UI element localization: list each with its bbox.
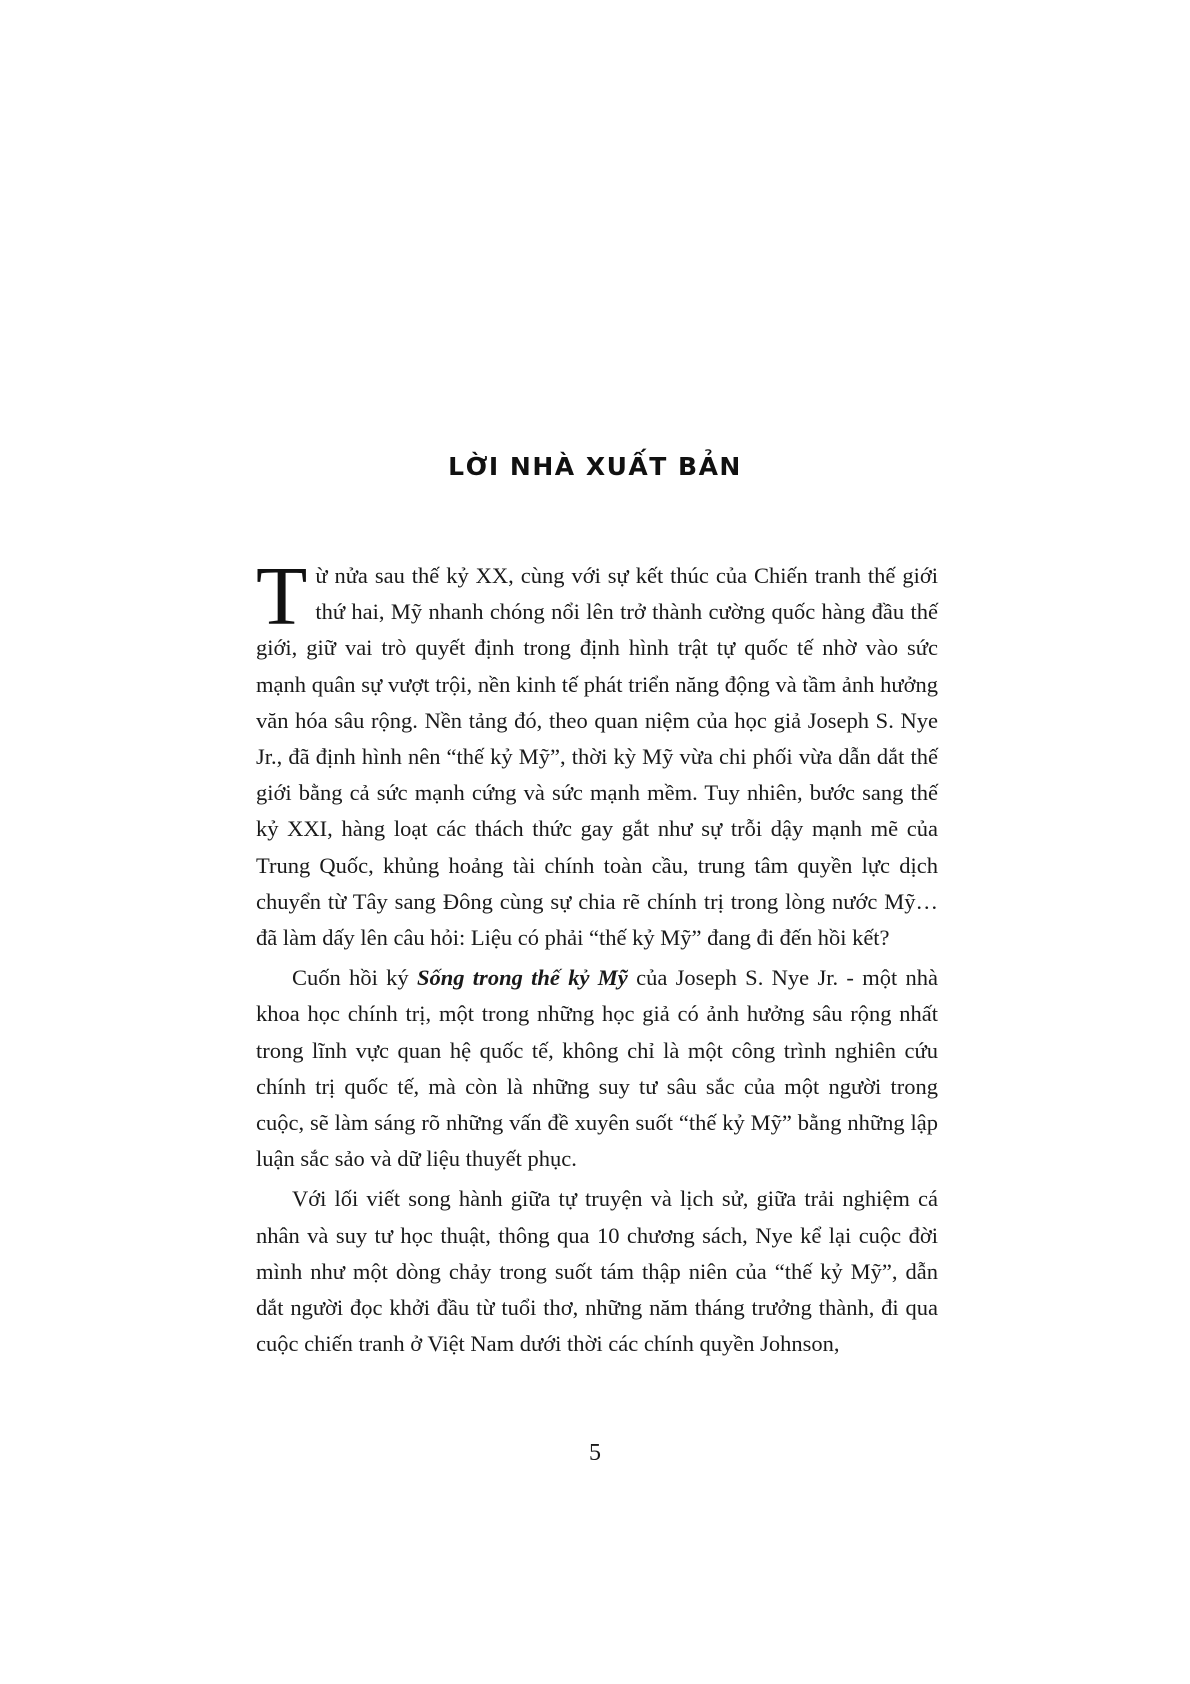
body-text <box>256 550 939 1366</box>
page-number: 5 <box>589 1440 601 1466</box>
paragraph-1 <box>256 550 938 956</box>
paragraph-1-text: ừ nửa sau thế kỷ XX, cùng với sự kết thúc của Chiến tranh thế giới thứ hai, Mỹ nhanh chóng nổi lên trở thành cường quốc hàng đầu thế giới, giữ vai trò quyết định trong định hình trật tự quốc tế nhờ vào sức mạnh quân sự vượt trội, nền kinh tế phát triển năng động và tầm ảnh hưởng văn hóa sâu rộng. Nền tảng đó, theo quan niệm của học giả Joseph S. Nye Jr., đã định hình nên “thế kỷ Mỹ”, thời kỳ Mỹ vừa chi phối vừa dẫn dắt thế giới bằng cả sức mạnh cứng và sức mạnh mềm. Tuy nhiên, bước sang thế kỷ XXI, hàng loạt các thách thức gay gắt như sự trỗi dậy mạnh mẽ của Trung Quốc, khủng hoảng tài chính toàn cầu, trung tâm quyền lực dịch chuyển từ Tây sang Đông cùng sự chia rẽ chính trị trong lòng nước Mỹ… đã làm dấy lên câu hỏi: Liệu có phải “thế kỷ Mỹ” đang đi đến hồi kết? <box>256 563 938 951</box>
drop-cap: T <box>256 550 308 643</box>
paragraph-3: Với lối viết song hành giữa tự truyện và lịch sử, giữa trải nghiệm cá nhân và suy tư học thuật, thông qua 10 chương sách, Nye kể lại cuộc đời mình như một dòng chảy trong suốt tám thập niên của “thế kỷ Mỹ”, dẫn dắt người đọc khởi đầu từ tuổi thơ, những năm tháng trưởng thành, đi qua cuộc chiến tranh ở Việt Nam dưới thời các chính quyền Johnson, <box>256 1186 938 1357</box>
page-title: LỜI NHÀ XUẤT BẢN <box>448 452 742 481</box>
paragraph-2-rest: của Joseph S. Nye Jr. - một nhà khoa học chính trị, một trong những học giả có ảnh hưởng sâu rộng nhất trong lĩnh vực quan hệ quốc tế, không chỉ là một công trình nghiên cứu chính trị quốc tế, mà còn là những suy tư sâu sắc của một người trong cuộc, sẽ làm sáng rõ những vấn đề xuyên suốt “thế kỷ Mỹ” bằng những lập luận sắc sảo và dữ liệu thuyết phục. <box>256 965 939 1172</box>
paragraph-2-lead: Cuốn hồi ký <box>292 965 417 991</box>
book-title: Sống trong thế kỷ Mỹ <box>416 965 628 991</box>
paragraph-2 <box>256 960 938 1177</box>
